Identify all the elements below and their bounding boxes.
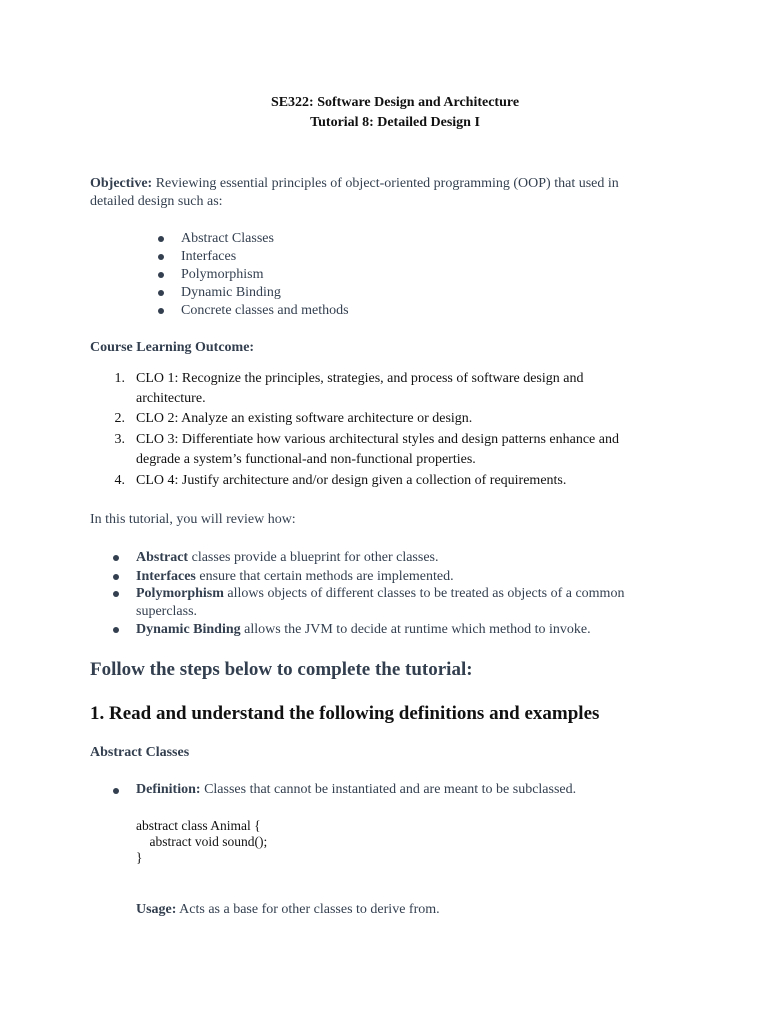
code-line: abstract class Animal { bbox=[136, 818, 261, 833]
abstract-classes-heading: Abstract Classes bbox=[90, 745, 190, 760]
review-text: allows the JVM to decide at runtime which method to invoke. bbox=[240, 622, 591, 637]
clo-line2: architecture. bbox=[136, 391, 206, 406]
code-line: } bbox=[136, 850, 143, 865]
definition-line bbox=[136, 781, 576, 799]
course-title: SE322: Software Design and Architecture bbox=[270, 95, 520, 110]
list-item bbox=[136, 585, 624, 603]
bullet-icon bbox=[113, 627, 119, 633]
review-text: ensure that certain methods are implemented. bbox=[195, 569, 454, 584]
clo-number: 3. bbox=[114, 432, 125, 447]
usage-text: Acts as a base for other classes to derive from. bbox=[176, 902, 440, 917]
objective-label: Objective: bbox=[90, 176, 153, 191]
list-item: Abstract Classes bbox=[181, 231, 274, 246]
list-item bbox=[136, 568, 454, 586]
bullet-icon bbox=[158, 236, 164, 242]
clo-number: 4. bbox=[114, 473, 125, 488]
bullet-icon bbox=[158, 272, 164, 278]
objective-text-line1: Reviewing essential principles of object-oriented programming (OOP) that used in bbox=[152, 176, 619, 191]
bullet-icon bbox=[158, 254, 164, 260]
review-term: Polymorphism bbox=[136, 586, 224, 601]
definition-label: Definition: bbox=[136, 782, 201, 797]
list-item: Dynamic Binding bbox=[181, 285, 281, 300]
review-term: Interfaces bbox=[136, 569, 196, 584]
definition-text: Classes that cannot be instantiated and are meant to be subclassed. bbox=[200, 782, 577, 797]
bullet-icon bbox=[158, 308, 164, 314]
list-item bbox=[136, 549, 438, 567]
bullet-icon bbox=[113, 788, 119, 794]
code-line: abstract void sound(); bbox=[136, 834, 268, 849]
bullet-icon bbox=[113, 574, 119, 580]
clo-line2: degrade a system’s functional-and non-functional properties. bbox=[136, 452, 476, 467]
bullet-icon bbox=[113, 555, 119, 561]
list-item: Polymorphism bbox=[181, 267, 264, 282]
clo-number: 2. bbox=[114, 411, 125, 426]
bullet-icon bbox=[113, 591, 119, 597]
objective-paragraph bbox=[90, 175, 619, 193]
section1-heading: 1. Read and understand the following definitions and examples bbox=[90, 703, 600, 724]
review-term: Abstract bbox=[136, 550, 189, 565]
clo-line1: CLO 4: Justify architecture and/or design given a collection of requirements. bbox=[136, 473, 567, 488]
objective-text-line2: detailed design such as: bbox=[90, 194, 223, 209]
review-text: allows objects of different classes to be treated as objects of a common bbox=[223, 586, 625, 601]
review-continuation: superclass. bbox=[136, 604, 198, 619]
bullet-icon bbox=[158, 290, 164, 296]
tutorial-title: Tutorial 8: Detailed Design I bbox=[310, 115, 480, 130]
clo-line1: CLO 1: Recognize the principles, strategies, and process of software design and bbox=[136, 371, 584, 386]
review-intro: In this tutorial, you will review how: bbox=[90, 512, 296, 527]
review-term: Dynamic Binding bbox=[136, 622, 241, 637]
usage-label: Usage: bbox=[136, 902, 177, 917]
list-item bbox=[136, 621, 591, 639]
clo-line1: CLO 2: Analyze an existing software architecture or design. bbox=[136, 411, 473, 426]
steps-heading: Follow the steps below to complete the tutorial: bbox=[90, 659, 473, 680]
review-text: classes provide a blueprint for other classes. bbox=[188, 550, 439, 565]
usage-line bbox=[136, 901, 440, 919]
list-item: Concrete classes and methods bbox=[181, 303, 349, 318]
clo-heading: Course Learning Outcome: bbox=[90, 340, 255, 355]
clo-number: 1. bbox=[114, 371, 125, 386]
list-item: Interfaces bbox=[181, 249, 237, 264]
clo-line1: CLO 3: Differentiate how various architectural styles and design patterns enhance and bbox=[136, 432, 619, 447]
